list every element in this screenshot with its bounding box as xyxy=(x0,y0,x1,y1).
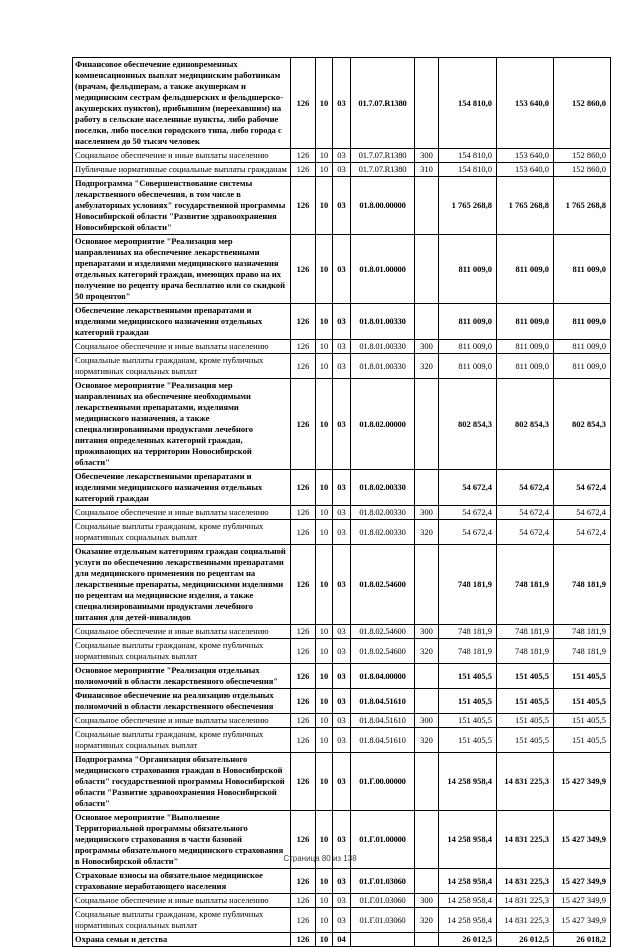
col-grbs-code: 126 xyxy=(291,908,316,933)
row-description: Социальные выплаты гражданам, кроме публичных нормативных социальных выплат xyxy=(73,908,291,933)
col-podrazdel-code: 03 xyxy=(333,304,351,340)
amount-year-2: 811 009,0 xyxy=(497,354,554,379)
col-target-article-code: 01.8.04.00000 xyxy=(351,664,415,689)
col-podrazdel-code: 03 xyxy=(333,714,351,728)
col-podrazdel-code: 03 xyxy=(333,379,351,470)
col-target-article-code xyxy=(351,933,415,947)
col-podrazdel-code: 03 xyxy=(333,545,351,625)
amount-year-2: 151 405,5 xyxy=(497,664,554,689)
row-description: Основное мероприятие "Реализация мер направленных на обеспечение необходимыми лекарственными препаратами, изделиями медицинского назначения, а также специализированными продуктами лечебного питания определенных категорий граждан, проживающих на территории Новосибирской области" xyxy=(73,379,291,470)
col-razdel-code: 10 xyxy=(316,625,333,639)
row-description: Основное мероприятие "Реализация мер направленных на обеспечение лекарственными препаратами и изделиями медицинского назначения отдельных категорий граждан, имеющих право на их получение по рецепту врача бесплатно или со скидкой 50 процентов" xyxy=(73,235,291,304)
amount-year-1: 748 181,9 xyxy=(439,545,497,625)
amount-year-1: 54 672,4 xyxy=(439,506,497,520)
col-razdel-code: 10 xyxy=(316,304,333,340)
row-description: Социальные выплаты гражданам, кроме публичных нормативных социальных выплат xyxy=(73,354,291,379)
col-grbs-code: 126 xyxy=(291,149,316,163)
col-target-article-code: 01.8.01.00330 xyxy=(351,304,415,340)
col-target-article-code: 01.8.04.51610 xyxy=(351,714,415,728)
col-razdel-code: 10 xyxy=(316,664,333,689)
col-grbs-code: 126 xyxy=(291,545,316,625)
col-expense-type-code xyxy=(415,753,439,811)
amount-year-2: 151 405,5 xyxy=(497,728,554,753)
col-expense-type-code: 320 xyxy=(415,520,439,545)
row-description: Подпрограмма "Организация обязательного медицинского страхования граждан в Новосибирской области" государственной программы Новосибирской области "Развитие здравоохранения Новосибирской области" xyxy=(73,753,291,811)
col-expense-type-code: 320 xyxy=(415,728,439,753)
col-target-article-code: 01.8.02.00330 xyxy=(351,520,415,545)
amount-year-2: 151 405,5 xyxy=(497,689,554,714)
amount-year-3: 152 860,0 xyxy=(554,149,611,163)
col-expense-type-code xyxy=(415,470,439,506)
amount-year-2: 811 009,0 xyxy=(497,340,554,354)
amount-year-2: 14 831 225,3 xyxy=(497,908,554,933)
col-grbs-code: 126 xyxy=(291,811,316,869)
col-grbs-code: 126 xyxy=(291,58,316,149)
amount-year-2: 153 640,0 xyxy=(497,58,554,149)
col-target-article-code: 01.7.07.R1380 xyxy=(351,163,415,177)
col-razdel-code: 10 xyxy=(316,58,333,149)
col-expense-type-code: 300 xyxy=(415,714,439,728)
table-row xyxy=(73,304,611,340)
table-row xyxy=(73,639,611,664)
col-grbs-code: 126 xyxy=(291,728,316,753)
col-razdel-code: 10 xyxy=(316,506,333,520)
col-grbs-code: 126 xyxy=(291,163,316,177)
col-podrazdel-code: 03 xyxy=(333,639,351,664)
table-row xyxy=(73,235,611,304)
amount-year-1: 14 258 958,4 xyxy=(439,811,497,869)
table-row xyxy=(73,908,611,933)
col-target-article-code: 01.8.02.54600 xyxy=(351,639,415,664)
amount-year-1: 154 810,0 xyxy=(439,58,497,149)
amount-year-1: 811 009,0 xyxy=(439,304,497,340)
amount-year-2: 14 831 225,3 xyxy=(497,811,554,869)
col-grbs-code: 126 xyxy=(291,340,316,354)
amount-year-1: 14 258 958,4 xyxy=(439,753,497,811)
col-grbs-code: 126 xyxy=(291,235,316,304)
col-target-article-code: 01.8.02.00330 xyxy=(351,470,415,506)
col-expense-type-code: 320 xyxy=(415,908,439,933)
col-podrazdel-code: 03 xyxy=(333,753,351,811)
row-description: Основное мероприятие "Выполнение Территориальной программы обязательного медицинского страхования в части базовой программы обязательного медицинского страхования в Новосибирской области" xyxy=(73,811,291,869)
amount-year-3: 152 860,0 xyxy=(554,163,611,177)
col-podrazdel-code: 03 xyxy=(333,625,351,639)
row-description: Подпрограмма "Совершенствование системы лекарственного обеспечения, в том числе в амбулаторных условиях" государственной программы Новосибирской области "Развитие здравоохранения Новосибирской области" xyxy=(73,177,291,235)
row-description: Публичные нормативные социальные выплаты гражданам xyxy=(73,163,291,177)
col-target-article-code: 01.Г.01.03060 xyxy=(351,869,415,894)
row-description: Обеспечение лекарственными препаратами и изделиями медицинского назначения отдельных категорий граждан xyxy=(73,304,291,340)
amount-year-2: 811 009,0 xyxy=(497,304,554,340)
col-grbs-code: 126 xyxy=(291,869,316,894)
table-row xyxy=(73,869,611,894)
row-description: Социальное обеспечение и иные выплаты населению xyxy=(73,506,291,520)
budget-table xyxy=(72,57,611,947)
amount-year-3: 15 427 349,9 xyxy=(554,811,611,869)
col-razdel-code: 10 xyxy=(316,811,333,869)
col-target-article-code: 01.8.02.54600 xyxy=(351,625,415,639)
amount-year-2: 54 672,4 xyxy=(497,506,554,520)
table-row xyxy=(73,753,611,811)
col-razdel-code: 10 xyxy=(316,728,333,753)
col-razdel-code: 10 xyxy=(316,908,333,933)
amount-year-2: 748 181,9 xyxy=(497,639,554,664)
amount-year-3: 748 181,9 xyxy=(554,625,611,639)
amount-year-1: 14 258 958,4 xyxy=(439,908,497,933)
col-expense-type-code xyxy=(415,379,439,470)
col-podrazdel-code: 03 xyxy=(333,689,351,714)
table-row xyxy=(73,149,611,163)
col-target-article-code: 01.Г.01.03060 xyxy=(351,894,415,908)
amount-year-2: 14 831 225,3 xyxy=(497,869,554,894)
amount-year-1: 151 405,5 xyxy=(439,689,497,714)
row-description: Социальные выплаты гражданам, кроме публичных нормативных социальных выплат xyxy=(73,639,291,664)
amount-year-1: 54 672,4 xyxy=(439,470,497,506)
col-grbs-code: 126 xyxy=(291,177,316,235)
col-razdel-code: 10 xyxy=(316,714,333,728)
col-target-article-code: 01.8.02.54600 xyxy=(351,545,415,625)
amount-year-2: 748 181,9 xyxy=(497,545,554,625)
col-grbs-code: 126 xyxy=(291,354,316,379)
col-expense-type-code xyxy=(415,664,439,689)
col-podrazdel-code: 03 xyxy=(333,811,351,869)
col-razdel-code: 10 xyxy=(316,340,333,354)
col-target-article-code: 01.8.01.00330 xyxy=(351,340,415,354)
amount-year-3: 54 672,4 xyxy=(554,470,611,506)
amount-year-2: 748 181,9 xyxy=(497,625,554,639)
col-target-article-code: 01.7.07.R1380 xyxy=(351,149,415,163)
col-razdel-code: 10 xyxy=(316,933,333,947)
amount-year-1: 26 012,5 xyxy=(439,933,497,947)
amount-year-1: 151 405,5 xyxy=(439,728,497,753)
amount-year-1: 14 258 958,4 xyxy=(439,869,497,894)
col-expense-type-code xyxy=(415,177,439,235)
amount-year-2: 14 831 225,3 xyxy=(497,753,554,811)
col-grbs-code: 126 xyxy=(291,753,316,811)
col-target-article-code: 01.8.02.00330 xyxy=(351,506,415,520)
col-podrazdel-code: 03 xyxy=(333,869,351,894)
table-row xyxy=(73,379,611,470)
col-grbs-code: 126 xyxy=(291,506,316,520)
col-target-article-code: 01.8.02.00000 xyxy=(351,379,415,470)
amount-year-3: 152 860,0 xyxy=(554,58,611,149)
col-razdel-code: 10 xyxy=(316,177,333,235)
amount-year-1: 802 854,3 xyxy=(439,379,497,470)
amount-year-1: 811 009,0 xyxy=(439,235,497,304)
amount-year-3: 811 009,0 xyxy=(554,354,611,379)
amount-year-3: 151 405,5 xyxy=(554,714,611,728)
col-podrazdel-code: 03 xyxy=(333,177,351,235)
col-target-article-code: 01.8.00.00000 xyxy=(351,177,415,235)
col-expense-type-code: 320 xyxy=(415,639,439,664)
row-description: Страховые взносы на обязательное медицинское страхование неработающего населения xyxy=(73,869,291,894)
table-row xyxy=(73,664,611,689)
amount-year-1: 748 181,9 xyxy=(439,625,497,639)
amount-year-3: 54 672,4 xyxy=(554,506,611,520)
row-description: Социальные выплаты гражданам, кроме публичных нормативных социальных выплат xyxy=(73,520,291,545)
col-podrazdel-code: 03 xyxy=(333,470,351,506)
amount-year-1: 811 009,0 xyxy=(439,354,497,379)
amount-year-2: 802 854,3 xyxy=(497,379,554,470)
col-razdel-code: 10 xyxy=(316,354,333,379)
row-description: Основное мероприятие "Реализация отдельных полномочий в области лекарственного обеспечения" xyxy=(73,664,291,689)
col-grbs-code: 126 xyxy=(291,664,316,689)
table-row xyxy=(73,545,611,625)
table-row xyxy=(73,506,611,520)
amount-year-1: 151 405,5 xyxy=(439,664,497,689)
col-expense-type-code xyxy=(415,869,439,894)
col-grbs-code: 126 xyxy=(291,639,316,664)
col-grbs-code: 126 xyxy=(291,520,316,545)
col-expense-type-code xyxy=(415,304,439,340)
col-podrazdel-code: 03 xyxy=(333,894,351,908)
table-row xyxy=(73,933,611,947)
col-target-article-code: 01.8.01.00330 xyxy=(351,354,415,379)
col-podrazdel-code: 03 xyxy=(333,340,351,354)
col-expense-type-code xyxy=(415,545,439,625)
amount-year-1: 151 405,5 xyxy=(439,714,497,728)
col-podrazdel-code: 03 xyxy=(333,58,351,149)
col-grbs-code: 126 xyxy=(291,933,316,947)
row-description: Социальное обеспечение и иные выплаты населению xyxy=(73,894,291,908)
amount-year-3: 811 009,0 xyxy=(554,340,611,354)
col-podrazdel-code: 03 xyxy=(333,728,351,753)
col-razdel-code: 10 xyxy=(316,639,333,664)
amount-year-3: 151 405,5 xyxy=(554,689,611,714)
col-podrazdel-code: 03 xyxy=(333,506,351,520)
col-target-article-code: 01.Г.01.03060 xyxy=(351,908,415,933)
amount-year-2: 153 640,0 xyxy=(497,163,554,177)
col-expense-type-code: 300 xyxy=(415,340,439,354)
row-description: Социальные выплаты гражданам, кроме публичных нормативных социальных выплат xyxy=(73,728,291,753)
col-expense-type-code: 310 xyxy=(415,163,439,177)
col-expense-type-code: 320 xyxy=(415,354,439,379)
amount-year-2: 14 831 225,3 xyxy=(497,894,554,908)
amount-year-3: 151 405,5 xyxy=(554,728,611,753)
row-description: Финансовое обеспечение на реализацию отдельных полномочий в области лекарственного обеспечения xyxy=(73,689,291,714)
col-razdel-code: 10 xyxy=(316,149,333,163)
col-target-article-code: 01.8.01.00000 xyxy=(351,235,415,304)
col-podrazdel-code: 04 xyxy=(333,933,351,947)
col-podrazdel-code: 03 xyxy=(333,354,351,379)
amount-year-3: 748 181,9 xyxy=(554,639,611,664)
amount-year-3: 15 427 349,9 xyxy=(554,869,611,894)
col-razdel-code: 10 xyxy=(316,545,333,625)
col-expense-type-code: 300 xyxy=(415,625,439,639)
table-row xyxy=(73,470,611,506)
table-row xyxy=(73,894,611,908)
col-razdel-code: 10 xyxy=(316,235,333,304)
col-grbs-code: 126 xyxy=(291,689,316,714)
row-description: Социальное обеспечение и иные выплаты населению xyxy=(73,625,291,639)
col-target-article-code: 01.Г.01.00000 xyxy=(351,811,415,869)
col-target-article-code: 01.7.07.R1380 xyxy=(351,58,415,149)
col-razdel-code: 10 xyxy=(316,689,333,714)
amount-year-3: 1 765 268,8 xyxy=(554,177,611,235)
col-razdel-code: 10 xyxy=(316,379,333,470)
amount-year-2: 811 009,0 xyxy=(497,235,554,304)
amount-year-3: 811 009,0 xyxy=(554,304,611,340)
amount-year-3: 26 018,2 xyxy=(554,933,611,947)
amount-year-2: 26 012,5 xyxy=(497,933,554,947)
amount-year-1: 154 810,0 xyxy=(439,149,497,163)
amount-year-3: 15 427 349,9 xyxy=(554,908,611,933)
amount-year-3: 748 181,9 xyxy=(554,545,611,625)
amount-year-1: 1 765 268,8 xyxy=(439,177,497,235)
row-description: Оказание отдельным категориям граждан социальной услуги по обеспечению лекарственными препаратами для медицинского применения по рецептам на лекарственные препараты, медицинскими изделиями по рецептам на медицинские изделия, а также специализированными продуктами лечебного питания для детей-инвалидов xyxy=(73,545,291,625)
col-target-article-code: 01.8.04.51610 xyxy=(351,728,415,753)
col-grbs-code: 126 xyxy=(291,304,316,340)
table-row xyxy=(73,177,611,235)
table-row xyxy=(73,354,611,379)
col-expense-type-code: 300 xyxy=(415,506,439,520)
col-expense-type-code: 300 xyxy=(415,894,439,908)
col-grbs-code: 126 xyxy=(291,470,316,506)
amount-year-1: 811 009,0 xyxy=(439,340,497,354)
col-podrazdel-code: 03 xyxy=(333,163,351,177)
col-expense-type-code: 300 xyxy=(415,149,439,163)
amount-year-3: 15 427 349,9 xyxy=(554,753,611,811)
col-razdel-code: 10 xyxy=(316,520,333,545)
table-row xyxy=(73,714,611,728)
row-description: Финансовое обеспечение единовременных компенсационных выплат медицинским работникам (врачам, фельдшерам, а также акушеркам и медицинским сестрам фельдшерских и фельдшерско-акушерских пунктов), прибывшим (переехавшим) на работу в сельские населенные пункты, либо рабочие поселки, либо поселки городского типа, либо города с населением до 50 тысяч человек xyxy=(73,58,291,149)
amount-year-3: 54 672,4 xyxy=(554,520,611,545)
amount-year-1: 748 181,9 xyxy=(439,639,497,664)
col-grbs-code: 126 xyxy=(291,379,316,470)
table-row xyxy=(73,520,611,545)
col-razdel-code: 10 xyxy=(316,894,333,908)
col-razdel-code: 10 xyxy=(316,753,333,811)
col-grbs-code: 126 xyxy=(291,894,316,908)
col-podrazdel-code: 03 xyxy=(333,149,351,163)
amount-year-1: 14 258 958,4 xyxy=(439,894,497,908)
row-description: Социальное обеспечение и иные выплаты населению xyxy=(73,149,291,163)
col-expense-type-code xyxy=(415,689,439,714)
amount-year-2: 54 672,4 xyxy=(497,470,554,506)
row-description: Обеспечение лекарственными препаратами и изделиями медицинского назначения отдельных категорий граждан xyxy=(73,470,291,506)
budget-table-body xyxy=(73,58,611,947)
col-podrazdel-code: 03 xyxy=(333,235,351,304)
amount-year-1: 54 672,4 xyxy=(439,520,497,545)
col-razdel-code: 10 xyxy=(316,869,333,894)
col-podrazdel-code: 03 xyxy=(333,908,351,933)
amount-year-2: 153 640,0 xyxy=(497,149,554,163)
amount-year-2: 54 672,4 xyxy=(497,520,554,545)
table-row xyxy=(73,58,611,149)
col-target-article-code: 01.Г.00.00000 xyxy=(351,753,415,811)
amount-year-1: 154 810,0 xyxy=(439,163,497,177)
row-description: Охрана семьи и детства xyxy=(73,933,291,947)
amount-year-2: 151 405,5 xyxy=(497,714,554,728)
row-description: Социальное обеспечение и иные выплаты населению xyxy=(73,714,291,728)
col-expense-type-code xyxy=(415,58,439,149)
col-grbs-code: 126 xyxy=(291,714,316,728)
col-target-article-code: 01.8.04.51610 xyxy=(351,689,415,714)
amount-year-3: 15 427 349,9 xyxy=(554,894,611,908)
col-expense-type-code xyxy=(415,933,439,947)
amount-year-3: 811 009,0 xyxy=(554,235,611,304)
amount-year-3: 151 405,5 xyxy=(554,664,611,689)
table-row xyxy=(73,728,611,753)
table-row xyxy=(73,625,611,639)
row-description: Социальное обеспечение и иные выплаты населению xyxy=(73,340,291,354)
table-row xyxy=(73,689,611,714)
col-razdel-code: 10 xyxy=(316,470,333,506)
amount-year-3: 802 854,3 xyxy=(554,379,611,470)
col-razdel-code: 10 xyxy=(316,163,333,177)
table-row xyxy=(73,163,611,177)
col-expense-type-code xyxy=(415,235,439,304)
col-podrazdel-code: 03 xyxy=(333,520,351,545)
amount-year-2: 1 765 268,8 xyxy=(497,177,554,235)
col-grbs-code: 126 xyxy=(291,625,316,639)
table-row xyxy=(73,340,611,354)
col-podrazdel-code: 03 xyxy=(333,664,351,689)
page-number-footer: Страница 80 из 138 xyxy=(283,854,357,863)
